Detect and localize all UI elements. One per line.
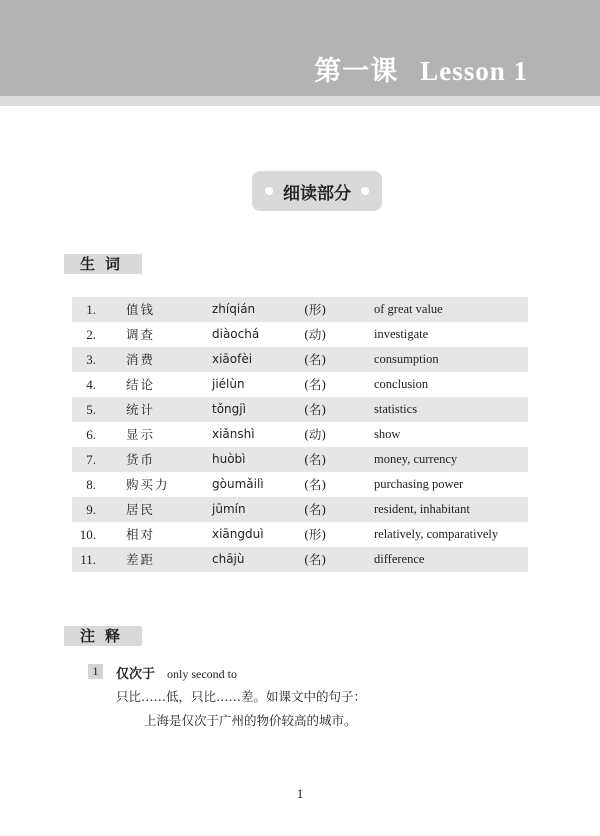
vocab-english: resident, inhabitant (374, 502, 470, 516)
vocab-english: money, currency (374, 452, 458, 466)
vocab-hanzi: 相对 (126, 527, 156, 542)
vocab-hanzi: 货币 (126, 452, 156, 467)
vocabulary-table (72, 297, 528, 572)
vocab-number: 4. (86, 377, 96, 392)
vocab-english: difference (374, 552, 425, 566)
vocab-row (72, 372, 528, 397)
vocab-part-of-speech: (名) (304, 352, 327, 367)
vocab-english: conclusion (374, 377, 429, 391)
vocab-number: 7. (86, 452, 96, 467)
vocab-row (72, 422, 528, 447)
vocab-part-of-speech: (形) (304, 527, 327, 542)
vocab-part-of-speech: (名) (304, 552, 327, 567)
section-title-badge (252, 171, 382, 211)
vocab-english: consumption (374, 352, 439, 366)
vocab-row (72, 447, 528, 472)
vocab-row (72, 297, 528, 322)
vocab-row (72, 322, 528, 347)
vocab-part-of-speech: (名) (304, 502, 327, 517)
vocab-number: 6. (86, 427, 96, 442)
bullet-dot-icon (361, 187, 369, 195)
vocab-part-of-speech: (名) (304, 377, 327, 392)
vocab-hanzi: 显示 (126, 427, 156, 442)
header-divider-strip (0, 96, 600, 106)
vocab-number: 3. (86, 352, 96, 367)
vocab-pinyin: zhíqián (212, 302, 256, 316)
vocab-hanzi: 调查 (126, 327, 156, 342)
vocab-part-of-speech: (动) (304, 427, 327, 442)
vocab-english: statistics (374, 402, 418, 416)
vocab-pinyin: huòbì (212, 452, 246, 466)
vocab-english: relatively, comparatively (374, 527, 499, 541)
vocab-part-of-speech: (名) (304, 452, 327, 467)
page-number: 1 (296, 786, 304, 801)
vocabulary-heading: 生词 (64, 254, 142, 274)
vocab-pinyin: jūmín (212, 502, 246, 516)
vocab-number: 1. (86, 302, 96, 317)
vocab-number: 9. (86, 502, 96, 517)
vocab-number: 8. (86, 477, 96, 492)
vocab-pinyin: chājù (212, 552, 245, 566)
vocab-pinyin: gòumǎilì (212, 477, 264, 491)
vocab-english: purchasing power (374, 477, 464, 491)
lesson-title-chinese: 第一课 (314, 56, 399, 86)
vocab-hanzi: 结论 (126, 377, 156, 392)
vocab-number: 11. (80, 552, 96, 567)
vocab-part-of-speech: (名) (304, 402, 327, 417)
vocab-row (72, 397, 528, 422)
vocab-row (72, 522, 528, 547)
vocab-part-of-speech: (动) (304, 327, 327, 342)
lesson-title-english: Lesson 1 (420, 56, 528, 86)
lesson-header-bar (0, 0, 600, 96)
note-term: 仅次于 (116, 667, 156, 682)
vocab-pinyin: jiélùn (212, 377, 245, 391)
vocab-hanzi: 消费 (126, 352, 156, 367)
vocab-part-of-speech: (形) (304, 302, 327, 317)
vocab-english: of great value (374, 302, 443, 316)
vocab-hanzi: 差距 (126, 552, 156, 567)
vocab-part-of-speech: (名) (304, 477, 327, 492)
vocab-hanzi: 值钱 (126, 302, 156, 317)
note-term-english: only second to (167, 667, 238, 681)
vocab-hanzi: 居民 (126, 502, 156, 517)
vocab-pinyin: xiāngduì (212, 527, 264, 541)
section-title: 细读部分 (283, 183, 351, 204)
vocab-number: 5. (86, 402, 96, 417)
vocab-row (72, 347, 528, 372)
vocab-hanzi: 购买力 (126, 477, 170, 492)
note-explanation: 只比……低，只比……差。如课文中的句子： (116, 689, 367, 704)
note-example-sentence: 上海是仅次于广州的物价较高的城市。 (144, 713, 357, 728)
vocab-pinyin: xiāofèi (212, 352, 253, 366)
vocab-pinyin: diàochá (212, 327, 260, 341)
vocab-number: 10. (79, 527, 96, 542)
lesson-title (314, 49, 528, 88)
vocab-number: 2. (86, 327, 96, 342)
note-term-line (116, 663, 237, 682)
vocab-english: show (374, 427, 401, 441)
vocab-row (72, 472, 528, 497)
bullet-dot-icon (265, 187, 273, 195)
note-number-badge: 1 (88, 664, 103, 679)
vocab-english: investigate (374, 327, 429, 341)
vocab-pinyin: tǒngjì (212, 402, 246, 416)
vocab-row (72, 547, 528, 572)
notes-heading: 注释 (64, 626, 142, 646)
vocab-row (72, 497, 528, 522)
vocab-hanzi: 统计 (126, 402, 156, 417)
vocab-pinyin: xiǎnshì (212, 427, 255, 441)
